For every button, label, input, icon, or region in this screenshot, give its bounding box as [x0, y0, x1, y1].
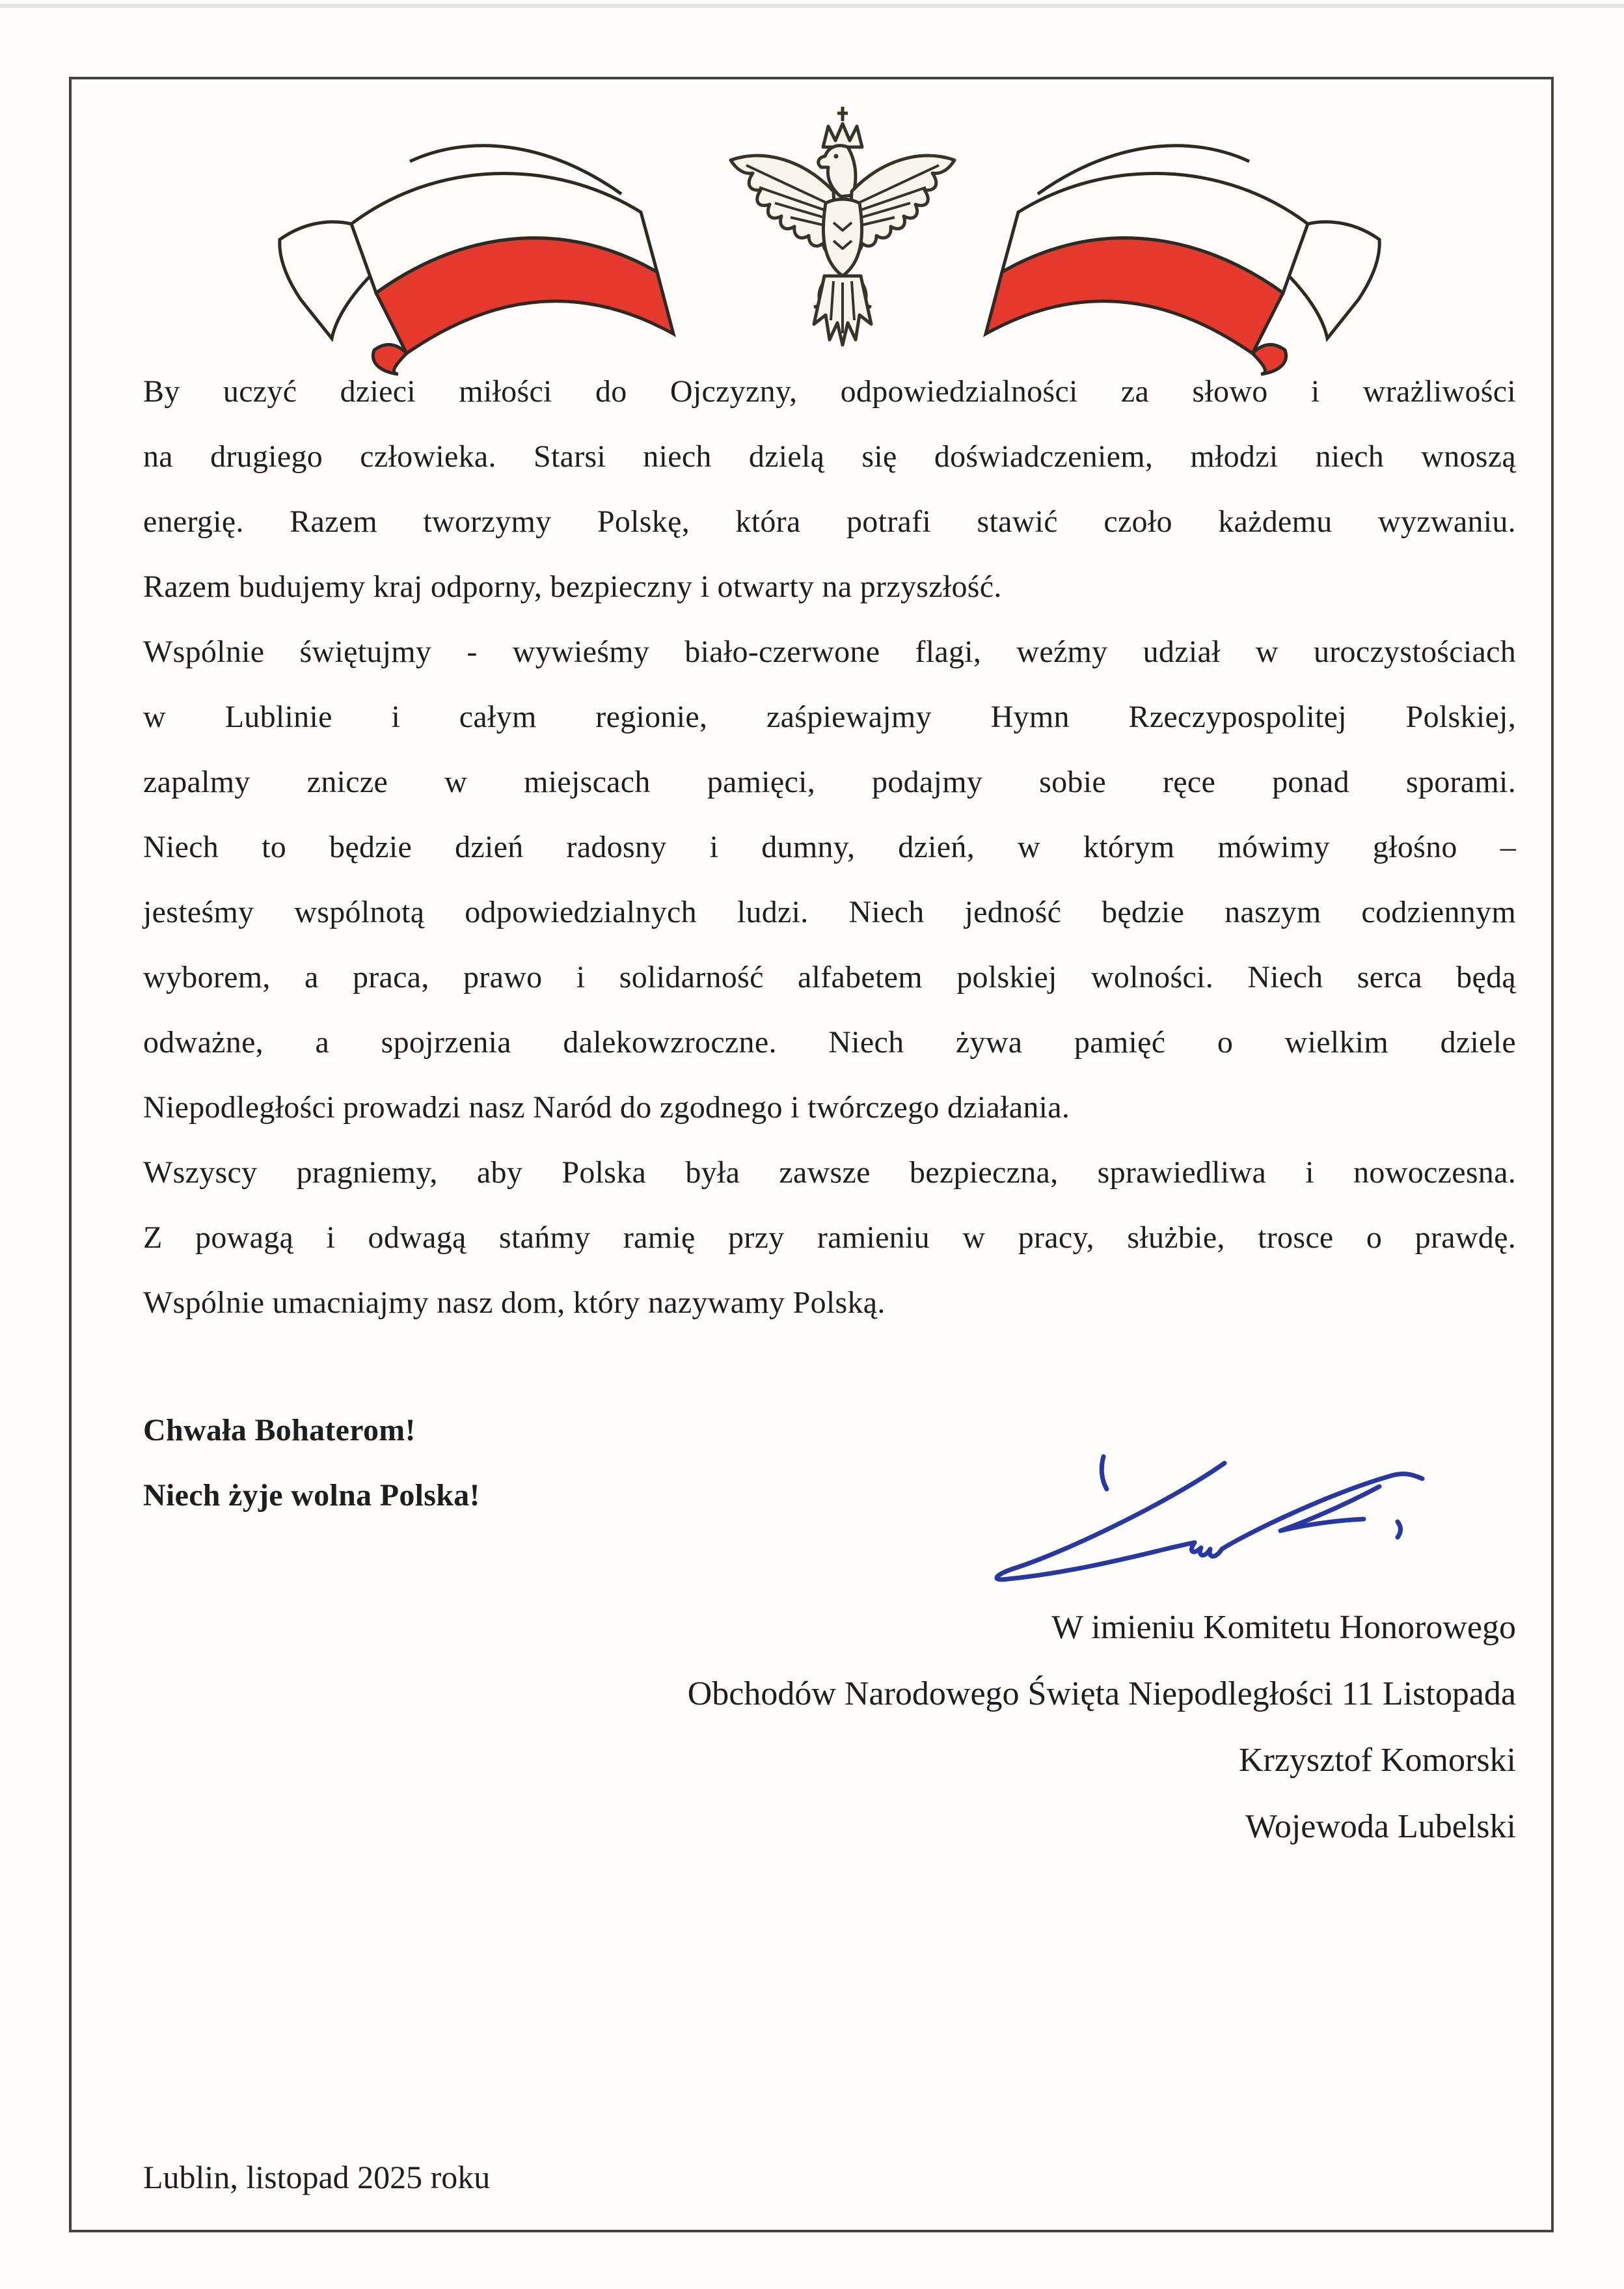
- body-line: Wspólnie umacniajmy nasz dom, który nazywamy Polską.: [143, 1285, 886, 1320]
- left-flag-icon: [280, 146, 673, 374]
- right-flag-icon: [986, 146, 1379, 374]
- body-line: energię. Razem tworzymy Polskę, która potrafi stawić czoło każdemu wyzwaniu.: [143, 504, 1516, 539]
- body-line: Niech to będzie dzień radosny i dumny, dzień, w którym mówimy głośno –: [143, 830, 1516, 864]
- paragraph-1: [143, 359, 1516, 620]
- closing-block: [143, 1595, 1516, 1860]
- slogan-line-1: Chwała Bohaterom!: [143, 1413, 416, 1447]
- polish-eagle-icon: [731, 107, 954, 345]
- closing-line-committee: W imieniu Komitetu Honorowego: [1051, 1609, 1516, 1646]
- body-line: Niepodległości prowadzi nasz Naród do zgodnego i twórczego działania.: [143, 1090, 1070, 1125]
- header-graphic: [143, 96, 1516, 376]
- body-line: Razem budujemy kraj odporny, bezpieczny i otwarty na przyszłość.: [143, 569, 1002, 604]
- letter-body: [143, 359, 1516, 1528]
- body-line: odważne, a spojrzenia dalekowzroczne. Niech żywa pamięć o wielkim dziele: [143, 1025, 1516, 1060]
- signature-image: [976, 1446, 1431, 1596]
- dateline: Lublin, listopad 2025 roku: [143, 2159, 491, 2195]
- body-line: wyborem, a praca, prawo i solidarność alfabetem polskiej wolności. Niech serca będą: [143, 960, 1516, 994]
- body-line: Z powagą i odwagą stańmy ramię przy ramieniu w pracy, służbie, trosce o prawdę.: [143, 1220, 1516, 1255]
- body-line: jesteśmy wspólnotą odpowiedzialnych ludzi. Niech jedność będzie naszym codziennym: [143, 895, 1516, 929]
- closing-line-title: Wojewoda Lubelski: [1245, 1808, 1516, 1845]
- body-line: na drugiego człowieka. Starsi niech dzielą się doświadczeniem, młodzi niech wnoszą: [143, 439, 1516, 474]
- body-line: Wszyscy pragniemy, aby Polska była zawsze bezpieczna, sprawiedliwa i nowoczesna.: [143, 1155, 1516, 1190]
- paragraph-2: [143, 620, 1516, 1140]
- paragraph-3: [143, 1140, 1516, 1336]
- body-line: zapalmy znicze w miejscach pamięci, podajmy sobie ręce ponad sporami.: [143, 765, 1516, 799]
- body-line: By uczyć dzieci miłości do Ojczyzny, odpowiedzialności za słowo i wrażliwości: [143, 374, 1516, 409]
- scan-edge-line: [0, 4, 1624, 8]
- body-line: Wspólnie świętujmy - wywieśmy biało-czerwone flagi, weźmy udział w uroczystościach: [143, 635, 1516, 669]
- slogan-line-2: Niech żyje wolna Polska!: [143, 1478, 480, 1513]
- body-line: w Lublinie i całym regionie, zaśpiewajmy Hymn Rzeczypospolitej Polskiej,: [143, 700, 1516, 734]
- closing-line-celebration: Obchodów Narodowego Święta Niepodległości 11 Listopada: [687, 1675, 1516, 1712]
- closing-line-name: Krzysztof Komorski: [1238, 1742, 1516, 1779]
